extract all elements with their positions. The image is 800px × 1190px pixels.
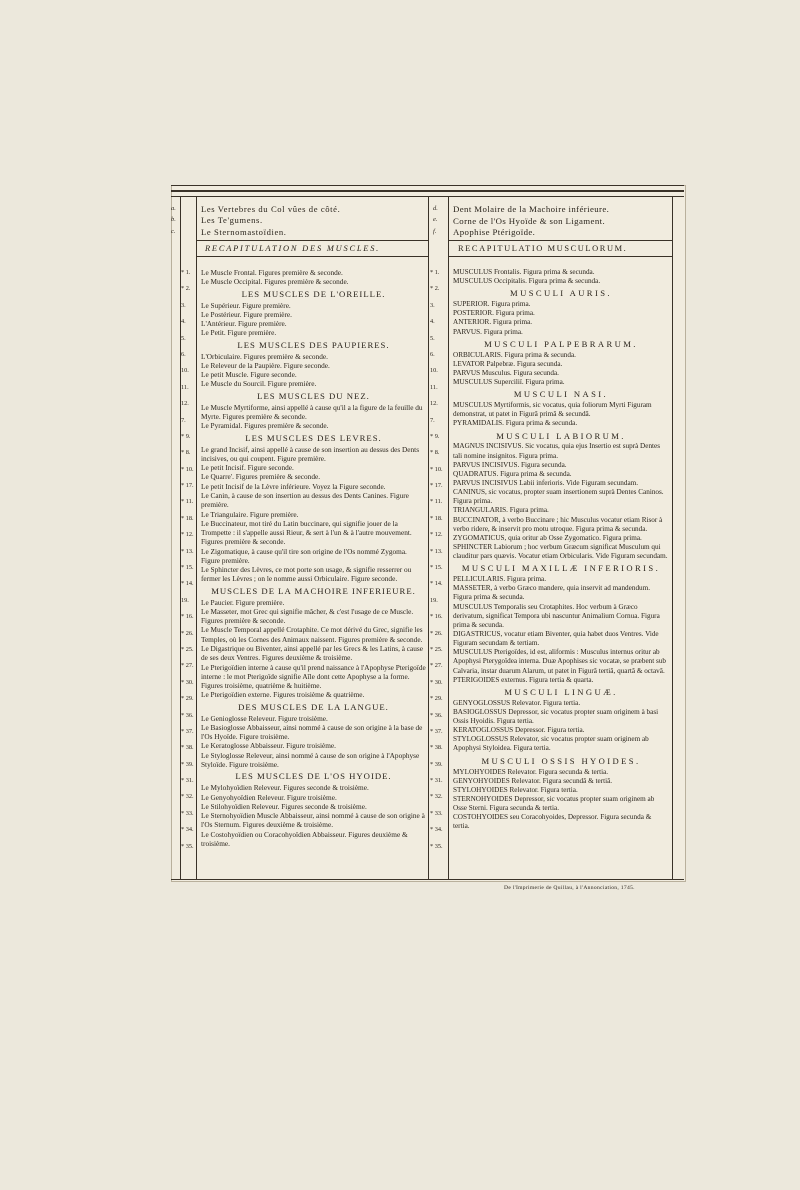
figure-number: * 35. <box>181 843 194 850</box>
figure-number: * 25. <box>430 646 443 653</box>
muscle-entry: Le Pterigoïdien interne à cause qu'il prend naissance à l'Apophyse Pterigoïde interne : le mot Pterigoïde signifie Aîle dont cette Apophyse a la forme. Figures troisième, quatrième & huitième. <box>201 662 426 691</box>
figure-number: 3. <box>181 302 186 309</box>
muscle-entry: Le Styloglosse Releveur, ainsi nommé à cause de son origine à l'Apophyse Styloïde. Figure troisième. <box>201 750 420 769</box>
figure-number: * 1. <box>430 269 440 276</box>
figure-number: * 33. <box>181 810 194 817</box>
figure-number: * 12. <box>430 531 443 538</box>
muscle-entry: PELLICULARIS. Figura prima. <box>453 575 547 584</box>
figure-number: * 1. <box>181 269 191 276</box>
muscle-entry: MUSCULUS Temporalis seu Crotaphites. Hoc verbum à Græco derivatum, significat Tempora ubi nascuntur Animalium Cornua. Figura prima & secunda. <box>453 602 660 629</box>
muscle-entry: ZYGOMATICUS, quia oritur ab Osse Zygomatico. Figura prima. <box>453 533 642 542</box>
muscle-entry: DIGASTRICUS, vocatur etiam Biventer, quia habet duos Ventres. Vide Figuram secundam & tertiam. <box>453 630 659 648</box>
muscle-entry: Le Muscle du Sourcil. Figure première. <box>201 379 317 389</box>
muscle-entry: Le Pterigoïdien externe. Figures troisième & quatrième. <box>201 690 365 700</box>
figure-number: 19. <box>430 597 438 604</box>
muscle-entry: GENYOHYOIDES Relevator. Figura secundâ & tertiâ. <box>453 776 613 785</box>
muscle-entry: Le Pyramidal. Figures première & seconde. <box>201 421 329 431</box>
figure-number: * 8. <box>181 449 191 456</box>
figure-number: 10. <box>181 367 189 374</box>
figure-number: * 34. <box>430 826 443 833</box>
section-heading: MUSCULI NASI. <box>513 389 609 400</box>
muscle-entry: CANINUS, sic vocatus, propter suam insertionem suprà Dentes Caninos. Figura prima. <box>453 488 664 506</box>
figure-number: * 32. <box>430 793 443 800</box>
top-rule <box>171 185 684 186</box>
section-heading: LES MUSCLES DU NEZ. <box>257 390 370 401</box>
figure-number: 12. <box>181 400 189 407</box>
right-figure-numbers <box>430 270 448 870</box>
figure-number: 12. <box>430 400 438 407</box>
muscle-entry: BUCCINATOR, à verbo Buccinare ; hic Musculus vocatur etiam Risor à verbo ridere, & inservit pro motu utroque. Figura prima & secunda. <box>453 515 663 533</box>
left-header-marks <box>171 205 191 236</box>
right-number-line <box>448 196 449 879</box>
figure-number: * 18. <box>430 515 443 522</box>
section-heading: MUSCULI LINGUÆ. <box>504 686 618 697</box>
muscle-entry: Le petit Incisif de la Lèvre inférieure. Voyez la Figure seconde. <box>201 481 386 491</box>
muscle-entry: TRIANGULARIS. Figura prima. <box>453 506 549 515</box>
section-heading: MUSCLES DE LA MACHOIRE INFERIEURE. <box>211 585 416 596</box>
muscle-entry: MASSETER, à verbo Græco mandere, quia inservit ad mandendum. Figura prima & secunda. <box>453 584 651 602</box>
muscle-entry: Le petit Muscle. Figure seconde. <box>201 370 297 380</box>
mark-e: e. <box>433 216 438 224</box>
muscle-entry: LEVATOR Palpebræ. Figura secunda. <box>453 359 563 368</box>
muscle-entry: STYLOHYOIDES Relevator. Figura tertia. <box>453 785 578 794</box>
right-section-title: RECAPITULATIO MUSCULORUM. <box>458 244 628 253</box>
figure-number: * 10. <box>181 466 194 473</box>
section-heading: MUSCULI OSSIS HYOIDES. <box>481 755 641 766</box>
left-section-title: RECAPITULATION DES MUSCLES. <box>205 244 381 253</box>
muscle-entry: Le Releveur de la Paupière. Figure seconde. <box>201 360 330 370</box>
figure-number: * 30. <box>181 679 194 686</box>
figure-number: * 13. <box>181 548 194 555</box>
muscle-entry: SPHINCTER Labiorum ; hoc verbum Græcum significat Musculum qui clauditur pars quævis. Vocatur etiam Orbicularis. Vide Figuram secundam. <box>453 543 668 561</box>
figure-number: * 39. <box>181 761 194 768</box>
right-body <box>453 268 669 832</box>
mark-b: b. <box>171 216 176 224</box>
figure-number: 4. <box>430 318 435 325</box>
muscle-entry: L'Antérieur. Figure première. <box>201 319 287 329</box>
muscle-entry: PTERIGOIDES externus. Figura tertia & quarta. <box>453 675 594 684</box>
figure-number: * 35. <box>430 843 443 850</box>
muscle-entry: STERNOHYOIDES Depressor, sic vocatus propter suam originem ab Osse Sterni. Figura secunda & tertia. <box>453 794 655 813</box>
section-heading: LES MUSCLES DE L'OS HYOIDE. <box>235 771 392 782</box>
right-header-marks <box>433 205 447 236</box>
muscle-entry: Le Muscle Temporal appellé Crotaphite. Ce mot dérivé du Grec, signifie les Temples, où les Cornes des Animaux naissent. Figures première & seconde. <box>201 625 423 644</box>
figure-number: 7. <box>430 417 435 424</box>
right-header-rule <box>448 240 672 241</box>
muscle-entry: ANTERIOR. Figura prima. <box>453 318 533 327</box>
muscle-entry: Le Paucier. Figure première. <box>201 597 285 607</box>
figure-number: 11. <box>181 384 189 391</box>
muscle-entry: Le Basioglosse Abbaisseur, ainsi nommé à cause de son origine à la base de l'Os Hyoïde. Figure troisième. <box>201 722 423 742</box>
muscle-entry: Le Buccinateur, mot tiré du Latin buccinare, qui signifie jouer de la Trompette : il s'appelle aussi Rieur, & sert à l'un & à l'autre mouvement. Figures première & seconde. <box>201 518 412 547</box>
muscle-entry: Le Keratoglosse Abbaisseur. Figure troisième. <box>201 741 336 751</box>
muscle-entry: Le Masseter, mot Grec qui signifie mâcher, & c'est l'usage de ce Muscle. Figures première & seconde. <box>201 606 414 626</box>
muscle-entry: PARVUS Musculus. Figura secunda. <box>453 368 559 377</box>
figure-number: * 37. <box>430 728 443 735</box>
section-heading: LES MUSCLES DES PAUPIERES. <box>237 339 390 350</box>
muscle-entry: ORBICULARIS. Figura prima & secunda. <box>453 350 576 359</box>
muscle-entry: MUSCULUS Superciliï. Figura prima. <box>453 378 565 387</box>
muscle-entry: MUSCULUS Frontalis. Figura prima & secunda. <box>453 268 595 276</box>
left-figure-numbers <box>181 270 196 870</box>
figure-number: * 13. <box>430 548 443 555</box>
figure-number: * 36. <box>181 712 194 719</box>
muscle-entry: L'Orbiculaire. Figures première & seconde. <box>201 351 328 361</box>
muscle-entry: Le Supérieur. Figure première. <box>201 300 291 310</box>
muscle-entry: Le Zigomatique, à cause qu'il tire son origine de l'Os nommé Zygoma. Figure première. <box>201 546 407 565</box>
muscle-entry: Le Postérieur. Figure première. <box>201 309 292 319</box>
figure-number: 11. <box>430 384 438 391</box>
figure-number: * 11. <box>181 498 194 505</box>
muscle-entry: MUSCULUS Pterigoïdes, id est, aliformis : Musculus internus oritur ab Apophysi Pterygoïdea interna. Duæ Apophises sic vocatæ, se præbent sub Calvaria, instar duarum Alarum, ut patet in Figurâ tertiâ, quartâ & octavâ. <box>453 648 667 675</box>
muscle-entry: PARVUS INCISIVUS. Figura secunda. <box>453 460 567 469</box>
muscle-entry: Le Digastrique ou Biventer, ainsi appellé par les Grecs & les Latins, à cause de ses deux Ventres. Figures deuxième & troisième. <box>201 644 423 663</box>
figure-number: * 15. <box>430 564 443 571</box>
section-heading: MUSCULI LABIORUM. <box>496 430 626 441</box>
muscle-entry: Le Muscle Frontal. Figures première & seconde. <box>201 268 343 277</box>
figure-number: 5. <box>430 335 435 342</box>
figure-number: * 36. <box>430 712 443 719</box>
muscle-entry: Le Petit. Figure première. <box>201 328 277 338</box>
muscle-entry: Le Sternohyoïdien Muscle Abbaisseur, ainsi nommé à cause de son origine à l'Os Sternum. Figures deuxième & troisième. <box>201 811 425 830</box>
muscle-entry: STYLOGLOSSUS Relevator, sic vocatus propter suam originem ab Apophysi Styloidea. Figura tertia. <box>453 735 649 753</box>
right-header-line: Corne de l'Os Hyoïde & son Ligament. <box>453 215 606 226</box>
figure-number: * 9. <box>181 433 191 440</box>
figure-number: * 26. <box>430 630 443 637</box>
top-double-rule <box>171 190 684 192</box>
figure-number: * 18. <box>181 515 194 522</box>
muscle-entry: Le grand Incisif, ainsi appellé à cause de son insertion au dessus des Dents incisives, ou qui coupent. Figure première. <box>201 444 420 463</box>
muscle-entry: GENYOGLOSSUS Relevator. Figura tertia. <box>453 698 581 707</box>
figure-number: 4. <box>181 318 186 325</box>
left-title-rule <box>196 256 428 257</box>
figure-number: * 39. <box>430 761 443 768</box>
figure-number: * 25. <box>181 646 194 653</box>
muscle-entry: COSTOHYOIDES seu Coracohyoides, Depressor. Figura secunda & tertia. <box>453 813 652 831</box>
muscle-entry: Le Genyohyoïdien Releveur. Figure troisième. <box>201 792 337 802</box>
muscle-entry: PARVUS INCISIVUS Labii inferioris. Vide Figuram secundam. <box>453 479 639 488</box>
muscle-entry: SUPERIOR. Figura prima. <box>453 300 531 309</box>
mark-d: d. <box>433 205 438 212</box>
left-header-line: Les Vertebres du Col vûes de côté. <box>201 204 341 214</box>
figure-number: * 27. <box>430 662 443 669</box>
figure-number: * 37. <box>181 728 194 735</box>
figure-number: * 15. <box>181 564 194 571</box>
figure-number: * 2. <box>181 285 191 292</box>
right-title-rule <box>448 256 672 257</box>
figure-number: * 32. <box>181 793 194 800</box>
muscle-entry: BASIOGLOSSUS Depressor, sic vocatus propter suam originem à basi Ossis Hyoidis. Figura tertia. <box>453 707 659 726</box>
muscle-entry: Le Costohyoïdien ou Coracohyoïdien Abbaisseur. Figures deuxième & troisième. <box>201 829 408 848</box>
figure-number: * 34. <box>181 826 194 833</box>
section-heading: MUSCULI MAXILLÆ INFERIORIS. <box>461 563 661 574</box>
muscle-entry: Le Genioglosse Releveur. Figure troisième. <box>201 713 328 723</box>
figure-number: * 17. <box>181 482 194 489</box>
muscle-entry: Le Mylohyoïdien Releveur. Figures seconde & troisième. <box>201 783 369 793</box>
figure-number: * 38. <box>181 744 194 751</box>
muscle-entry: Le Muscle Myrtiforme, ainsi appellé à cause qu'il a la figure de la feuille du Myrte. Figures première & seconde. <box>201 402 423 422</box>
muscle-entry: PYRAMIDALIS. Figura prima & secunda. <box>453 419 578 428</box>
left-header-line: Les Te'gumens. <box>201 215 263 226</box>
figure-number: * 26. <box>181 630 194 637</box>
right-header-line: Apophise Ptérigoïde. <box>453 227 536 238</box>
muscle-entry: Le Quarre'. Figures première & seconde. <box>201 472 321 482</box>
section-heading: DES MUSCLES DE LA LANGUE. <box>238 701 389 712</box>
muscle-entry: Le Sphincter des Lèvres, ce mot porte son usage, & signifie resserrer ou fermer les Lèvres ; on le nomme aussi Orbiculaire. Figure seconde. <box>201 565 412 584</box>
section-heading: MUSCULI AURIS. <box>510 288 612 299</box>
muscle-entry: MUSCULUS Occipitalis. Figura prima & secunda. <box>453 277 601 286</box>
imprint: De l'Imprimerie de Quillau, à l'Annonciation, 1745. <box>504 885 635 891</box>
section-heading: MUSCULI PALPEBRARUM. <box>484 338 638 349</box>
figure-number: 19. <box>181 597 189 604</box>
figure-number: 6. <box>181 351 186 358</box>
muscle-entry: Le Stilohyoïdien Releveur. Figures seconde & troisième. <box>201 801 367 811</box>
mark-a: a. <box>171 205 176 212</box>
figure-number: 10. <box>430 367 438 374</box>
figure-number: * 31. <box>181 777 194 784</box>
figure-number: * 9. <box>430 433 440 440</box>
muscle-entry: Le Canin, à cause de son insertion au dessus des Dents Canines. Figure première. <box>201 490 409 510</box>
figure-number: * 16. <box>430 613 443 620</box>
figure-number: * 17. <box>430 482 443 489</box>
left-body <box>201 268 426 848</box>
figure-number: * 11. <box>430 498 443 505</box>
right-header-line: Dent Molaire de la Machoire inférieure. <box>453 204 610 214</box>
muscle-entry: Le Triangulaire. Figure première. <box>201 509 299 519</box>
right-header <box>453 204 671 239</box>
left-header-rule <box>196 240 428 241</box>
figure-number: * 10. <box>430 466 443 473</box>
figure-number: * 29. <box>181 695 194 702</box>
figure-number: * 14. <box>181 580 194 587</box>
left-number-line <box>196 196 197 879</box>
figure-number: * 12. <box>181 531 194 538</box>
muscle-entry: PARVUS. Figura prima. <box>453 327 523 336</box>
mark-c: c. <box>171 227 176 235</box>
center-divider <box>428 196 429 879</box>
figure-number: * 38. <box>430 744 443 751</box>
figure-number: * 8. <box>430 449 440 456</box>
figure-number: * 29. <box>430 695 443 702</box>
figure-number: * 30. <box>430 679 443 686</box>
figure-number: * 14. <box>430 580 443 587</box>
figure-number: * 31. <box>430 777 443 784</box>
muscle-entry: QUADRATUS. Figura prima & secunda. <box>453 469 572 478</box>
left-header <box>201 204 426 238</box>
muscle-entry: Le petit Incisif. Figure seconde. <box>201 463 294 473</box>
mark-f: f. <box>433 227 437 235</box>
section-heading: LES MUSCLES DES LEVRES. <box>245 432 382 443</box>
muscle-entry: KERATOGLOSSUS Depressor. Figura tertia. <box>453 726 585 735</box>
muscle-entry: Le Muscle Occipital. Figures première & seconde. <box>201 277 349 287</box>
muscle-entry: MUSCULUS Myrtiformis, sic vocatus, quia foliorum Myrti Figuram demonstrat, ut patet in Figurâ primâ & secundâ. <box>453 401 652 419</box>
figure-number: * 27. <box>181 662 194 669</box>
section-heading: LES MUSCLES DE L'OREILLE. <box>241 288 386 299</box>
right-margin-line <box>672 196 673 879</box>
figure-number: 6. <box>430 351 435 358</box>
muscle-entry: POSTERIOR. Figura prima. <box>453 309 535 318</box>
muscle-entry: MYLOHYOIDES Relevator. Figura secunda & tertia. <box>453 767 609 776</box>
figure-number: 5. <box>181 335 186 342</box>
figure-number: * 16. <box>181 613 194 620</box>
muscle-entry: MAGNUS INCISIVUS. Sic vocatus, quia ejus Insertio est suprà Dentes tali nomine insignitos. Figura prima. <box>453 442 661 460</box>
figure-number: * 2. <box>430 285 440 292</box>
figure-number: * 33. <box>430 810 443 817</box>
bottom-rule <box>171 879 684 880</box>
figure-number: 3. <box>430 302 435 309</box>
left-header-line: Le Sternomastoïdien. <box>201 226 287 237</box>
figure-number: 7. <box>181 417 186 424</box>
